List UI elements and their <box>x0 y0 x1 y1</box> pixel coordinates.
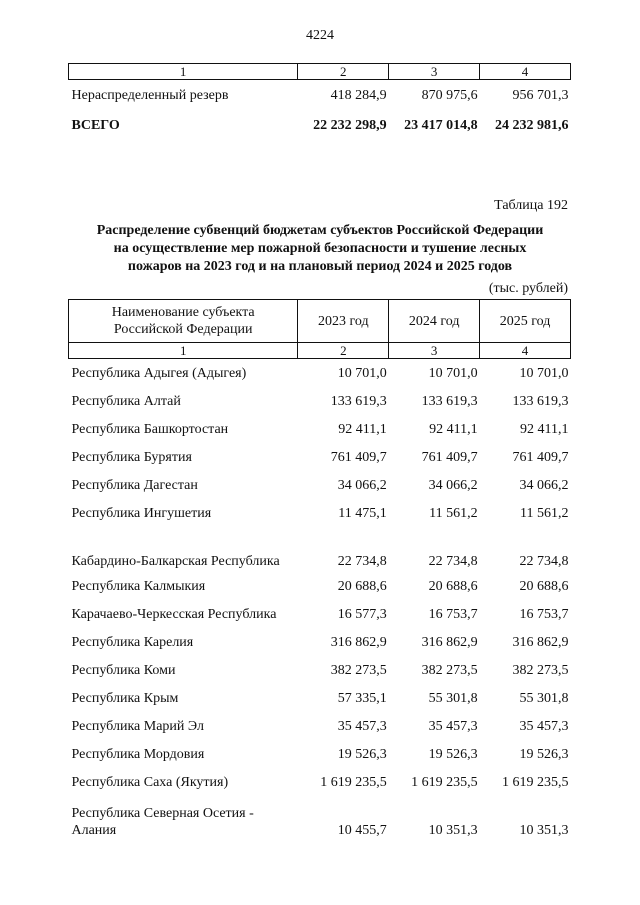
value-2024: 19 526,3 <box>428 746 478 762</box>
column-number: 4 <box>480 64 571 80</box>
table-row <box>69 768 571 796</box>
value-2025: 34 066,2 <box>519 477 569 493</box>
column-number-row <box>69 64 571 80</box>
value-2025: 92 411,1 <box>520 421 569 437</box>
table-label: Таблица 192 <box>494 198 568 213</box>
value-2025: 1 619 235,5 <box>502 774 569 790</box>
row-name: Кабардино-Балкарская Республика <box>71 554 280 569</box>
column-number: 1 <box>69 64 298 80</box>
header-2023: 2023 год <box>298 300 389 343</box>
value-2025: 19 526,3 <box>519 746 569 762</box>
value-2023: 316 862,9 <box>330 634 387 650</box>
table-row <box>69 387 571 415</box>
table-row <box>69 527 571 572</box>
value-2025: 382 273,5 <box>512 662 569 678</box>
row-name: Нераспределенный резерв <box>71 87 229 103</box>
value-2025: 22 734,8 <box>519 554 569 569</box>
value-2024: 11 561,2 <box>429 505 478 521</box>
value-2024: 35 457,3 <box>428 718 478 734</box>
row-name: Карачаево-Черкесская Республика <box>71 606 277 622</box>
table-title <box>60 222 580 276</box>
column-number: 4 <box>480 343 571 359</box>
table-row <box>69 684 571 712</box>
units-label: (тыс. рублей) <box>488 281 568 296</box>
column-number: 1 <box>69 343 298 359</box>
title-line: пожаров на 2023 год и на плановый период 2024 и 2025 годов <box>127 259 513 274</box>
row-name: Республика Северная Осетия - Алания <box>71 806 254 838</box>
total-2023: 22 232 298,9 <box>313 118 387 133</box>
row-name: Республика Адыгея (Адыгея) <box>71 365 247 381</box>
value-2024: 1 619 235,5 <box>411 774 478 790</box>
row-name: Республика Алтай <box>71 393 181 409</box>
total-row <box>69 111 571 141</box>
value-2023: 22 734,8 <box>337 554 387 569</box>
table-row <box>69 600 571 628</box>
row-name: Республика Калмыкия <box>71 578 206 594</box>
row-name: Республика Карелия <box>71 634 194 650</box>
value-2023: 133 619,3 <box>330 393 387 409</box>
value-2024: 870 975,6 <box>421 87 478 103</box>
table-row <box>69 499 571 527</box>
value-2025: 956 701,3 <box>512 87 569 103</box>
value-2024: 10 701,0 <box>428 365 478 381</box>
subsidy-table <box>68 299 571 841</box>
value-2025: 10 351,3 <box>519 823 569 838</box>
value-2023: 11 475,1 <box>338 505 387 521</box>
table-row <box>69 572 571 600</box>
total-2025: 24 232 981,6 <box>495 118 569 133</box>
row-name: Республика Крым <box>71 690 179 706</box>
column-number-row <box>69 343 571 359</box>
column-number: 2 <box>298 343 389 359</box>
value-2023: 16 577,3 <box>337 606 387 622</box>
value-2023: 10 701,0 <box>337 365 387 381</box>
value-2023: 20 688,6 <box>337 578 387 594</box>
value-2023: 35 457,3 <box>337 718 387 734</box>
value-2025: 16 753,7 <box>519 606 569 622</box>
header-2024: 2024 год <box>389 300 480 343</box>
value-2023: 382 273,5 <box>330 662 387 678</box>
value-2024: 761 409,7 <box>421 449 478 465</box>
value-2024: 55 301,8 <box>428 690 478 706</box>
value-2023: 57 335,1 <box>337 690 387 706</box>
value-2023: 761 409,7 <box>330 449 387 465</box>
table-row <box>69 628 571 656</box>
value-2025: 11 561,2 <box>520 505 569 521</box>
value-2025: 761 409,7 <box>512 449 569 465</box>
column-number: 2 <box>298 64 389 80</box>
total-2024: 23 417 014,8 <box>404 118 478 133</box>
table-row <box>69 740 571 768</box>
table-row <box>69 712 571 740</box>
table-row <box>69 415 571 443</box>
row-name: Республика Мордовия <box>71 746 205 762</box>
row-name: Республика Саха (Якутия) <box>71 774 229 790</box>
row-name: Республика Дагестан <box>71 477 198 493</box>
table-row <box>69 80 571 112</box>
value-2024: 34 066,2 <box>428 477 478 493</box>
row-name: Республика Коми <box>71 662 176 678</box>
table-row <box>69 471 571 499</box>
title-line: Распределение субвенций бюджетам субъектов Российской Федерации <box>96 223 544 238</box>
column-number: 3 <box>389 343 480 359</box>
row-name: Республика Бурятия <box>71 449 192 465</box>
row-name: Республика Марий Эл <box>71 718 204 734</box>
table-row <box>69 656 571 684</box>
value-2024: 382 273,5 <box>421 662 478 678</box>
total-label: ВСЕГО <box>71 118 120 133</box>
value-2023: 1 619 235,5 <box>320 774 387 790</box>
value-2024: 22 734,8 <box>428 554 478 569</box>
page-number: 4224 <box>306 28 334 43</box>
value-2025: 316 862,9 <box>512 634 569 650</box>
header-row <box>69 300 571 343</box>
value-2025: 133 619,3 <box>512 393 569 409</box>
value-2024: 92 411,1 <box>429 421 478 437</box>
value-2023: 10 455,7 <box>337 823 387 838</box>
value-2024: 20 688,6 <box>428 578 478 594</box>
value-2024: 133 619,3 <box>421 393 478 409</box>
table-row <box>69 796 571 841</box>
header-subject-name: Наименование субъекта Российской Федерации <box>69 300 298 343</box>
value-2025: 20 688,6 <box>519 578 569 594</box>
header-2025: 2025 год <box>480 300 571 343</box>
value-2023: 19 526,3 <box>337 746 387 762</box>
value-2024: 316 862,9 <box>421 634 478 650</box>
value-2023: 34 066,2 <box>337 477 387 493</box>
row-name: Республика Башкортостан <box>71 421 229 437</box>
continuation-table <box>68 63 571 141</box>
value-2024: 10 351,3 <box>428 823 478 838</box>
value-2025: 55 301,8 <box>519 690 569 706</box>
title-line: на осуществление мер пожарной безопасности и тушение лесных <box>113 241 527 256</box>
column-number: 3 <box>389 64 480 80</box>
value-2025: 10 701,0 <box>519 365 569 381</box>
table-row <box>69 443 571 471</box>
value-2025: 35 457,3 <box>519 718 569 734</box>
value-2023: 92 411,1 <box>338 421 387 437</box>
row-name: Республика Ингушетия <box>71 505 212 521</box>
value-2023: 418 284,9 <box>330 87 387 103</box>
table-body <box>69 359 571 842</box>
value-2024: 16 753,7 <box>428 606 478 622</box>
table-row <box>69 359 571 388</box>
